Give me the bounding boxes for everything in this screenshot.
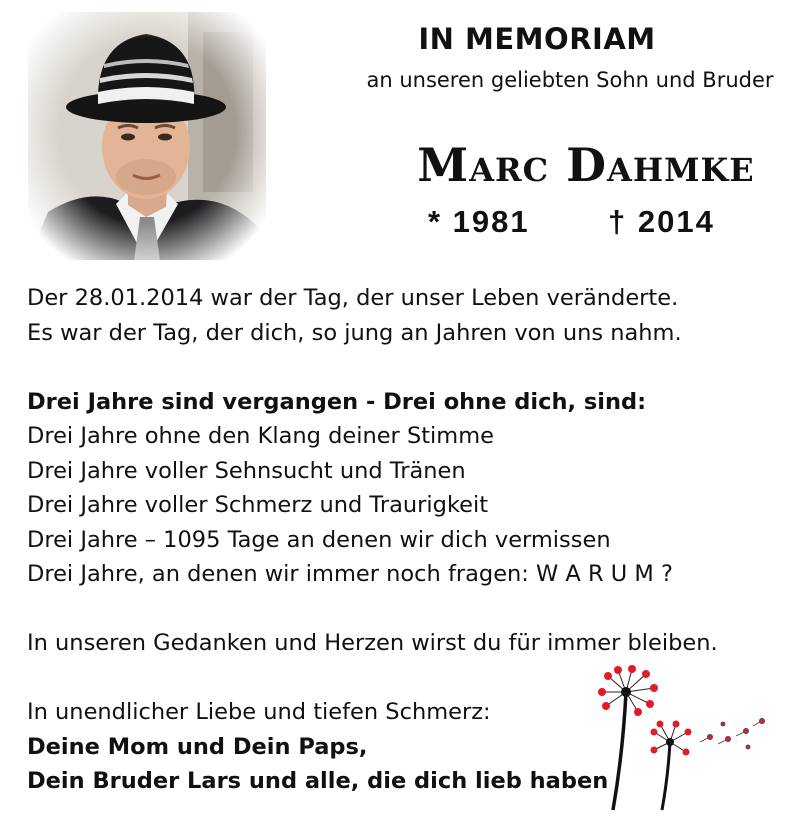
portrait-photo xyxy=(28,12,266,260)
death-year: † 2014 xyxy=(608,204,715,239)
poem-line: Drei Jahre voller Schmerz und Traurigkeit xyxy=(27,492,489,518)
signature-line: Dein Bruder Lars und alle, die dich lieb haben xyxy=(27,768,609,794)
closing-line: In unendlicher Liebe und tiefen Schmerz: xyxy=(27,699,491,725)
remembrance-line: In unseren Gedanken und Herzen wirst du für immer bleiben. xyxy=(27,630,718,656)
poem-line: Drei Jahre, an denen wir immer noch fragen: W A R U M ? xyxy=(27,561,673,587)
poem-line: Drei Jahre ohne den Klang deiner Stimme xyxy=(27,423,494,449)
birth-year: * 1981 xyxy=(428,204,530,239)
dedication-subtitle: an unseren geliebten Sohn und Bruder xyxy=(366,68,774,92)
paragraph-line: Es war der Tag, der dich, so jung an Jahren von uns nahm. xyxy=(27,319,682,346)
poem-heading: Drei Jahre sind vergangen - Drei ohne dich, sind: xyxy=(27,388,647,415)
deceased-name: Marc Dahmke xyxy=(417,138,755,192)
paragraph-line: Der 28.01.2014 war der Tag, der unser Leben veränderte. xyxy=(27,285,679,311)
dandelion-hearts-icon xyxy=(588,662,778,812)
signature-line: Deine Mom und Dein Paps, xyxy=(27,733,368,760)
poem-line: Drei Jahre – 1095 Tage an denen wir dich vermissen xyxy=(27,526,611,553)
poem-line: Drei Jahre voller Sehnsucht und Tränen xyxy=(27,457,466,484)
page-title: IN MEMORIAM xyxy=(418,22,656,56)
